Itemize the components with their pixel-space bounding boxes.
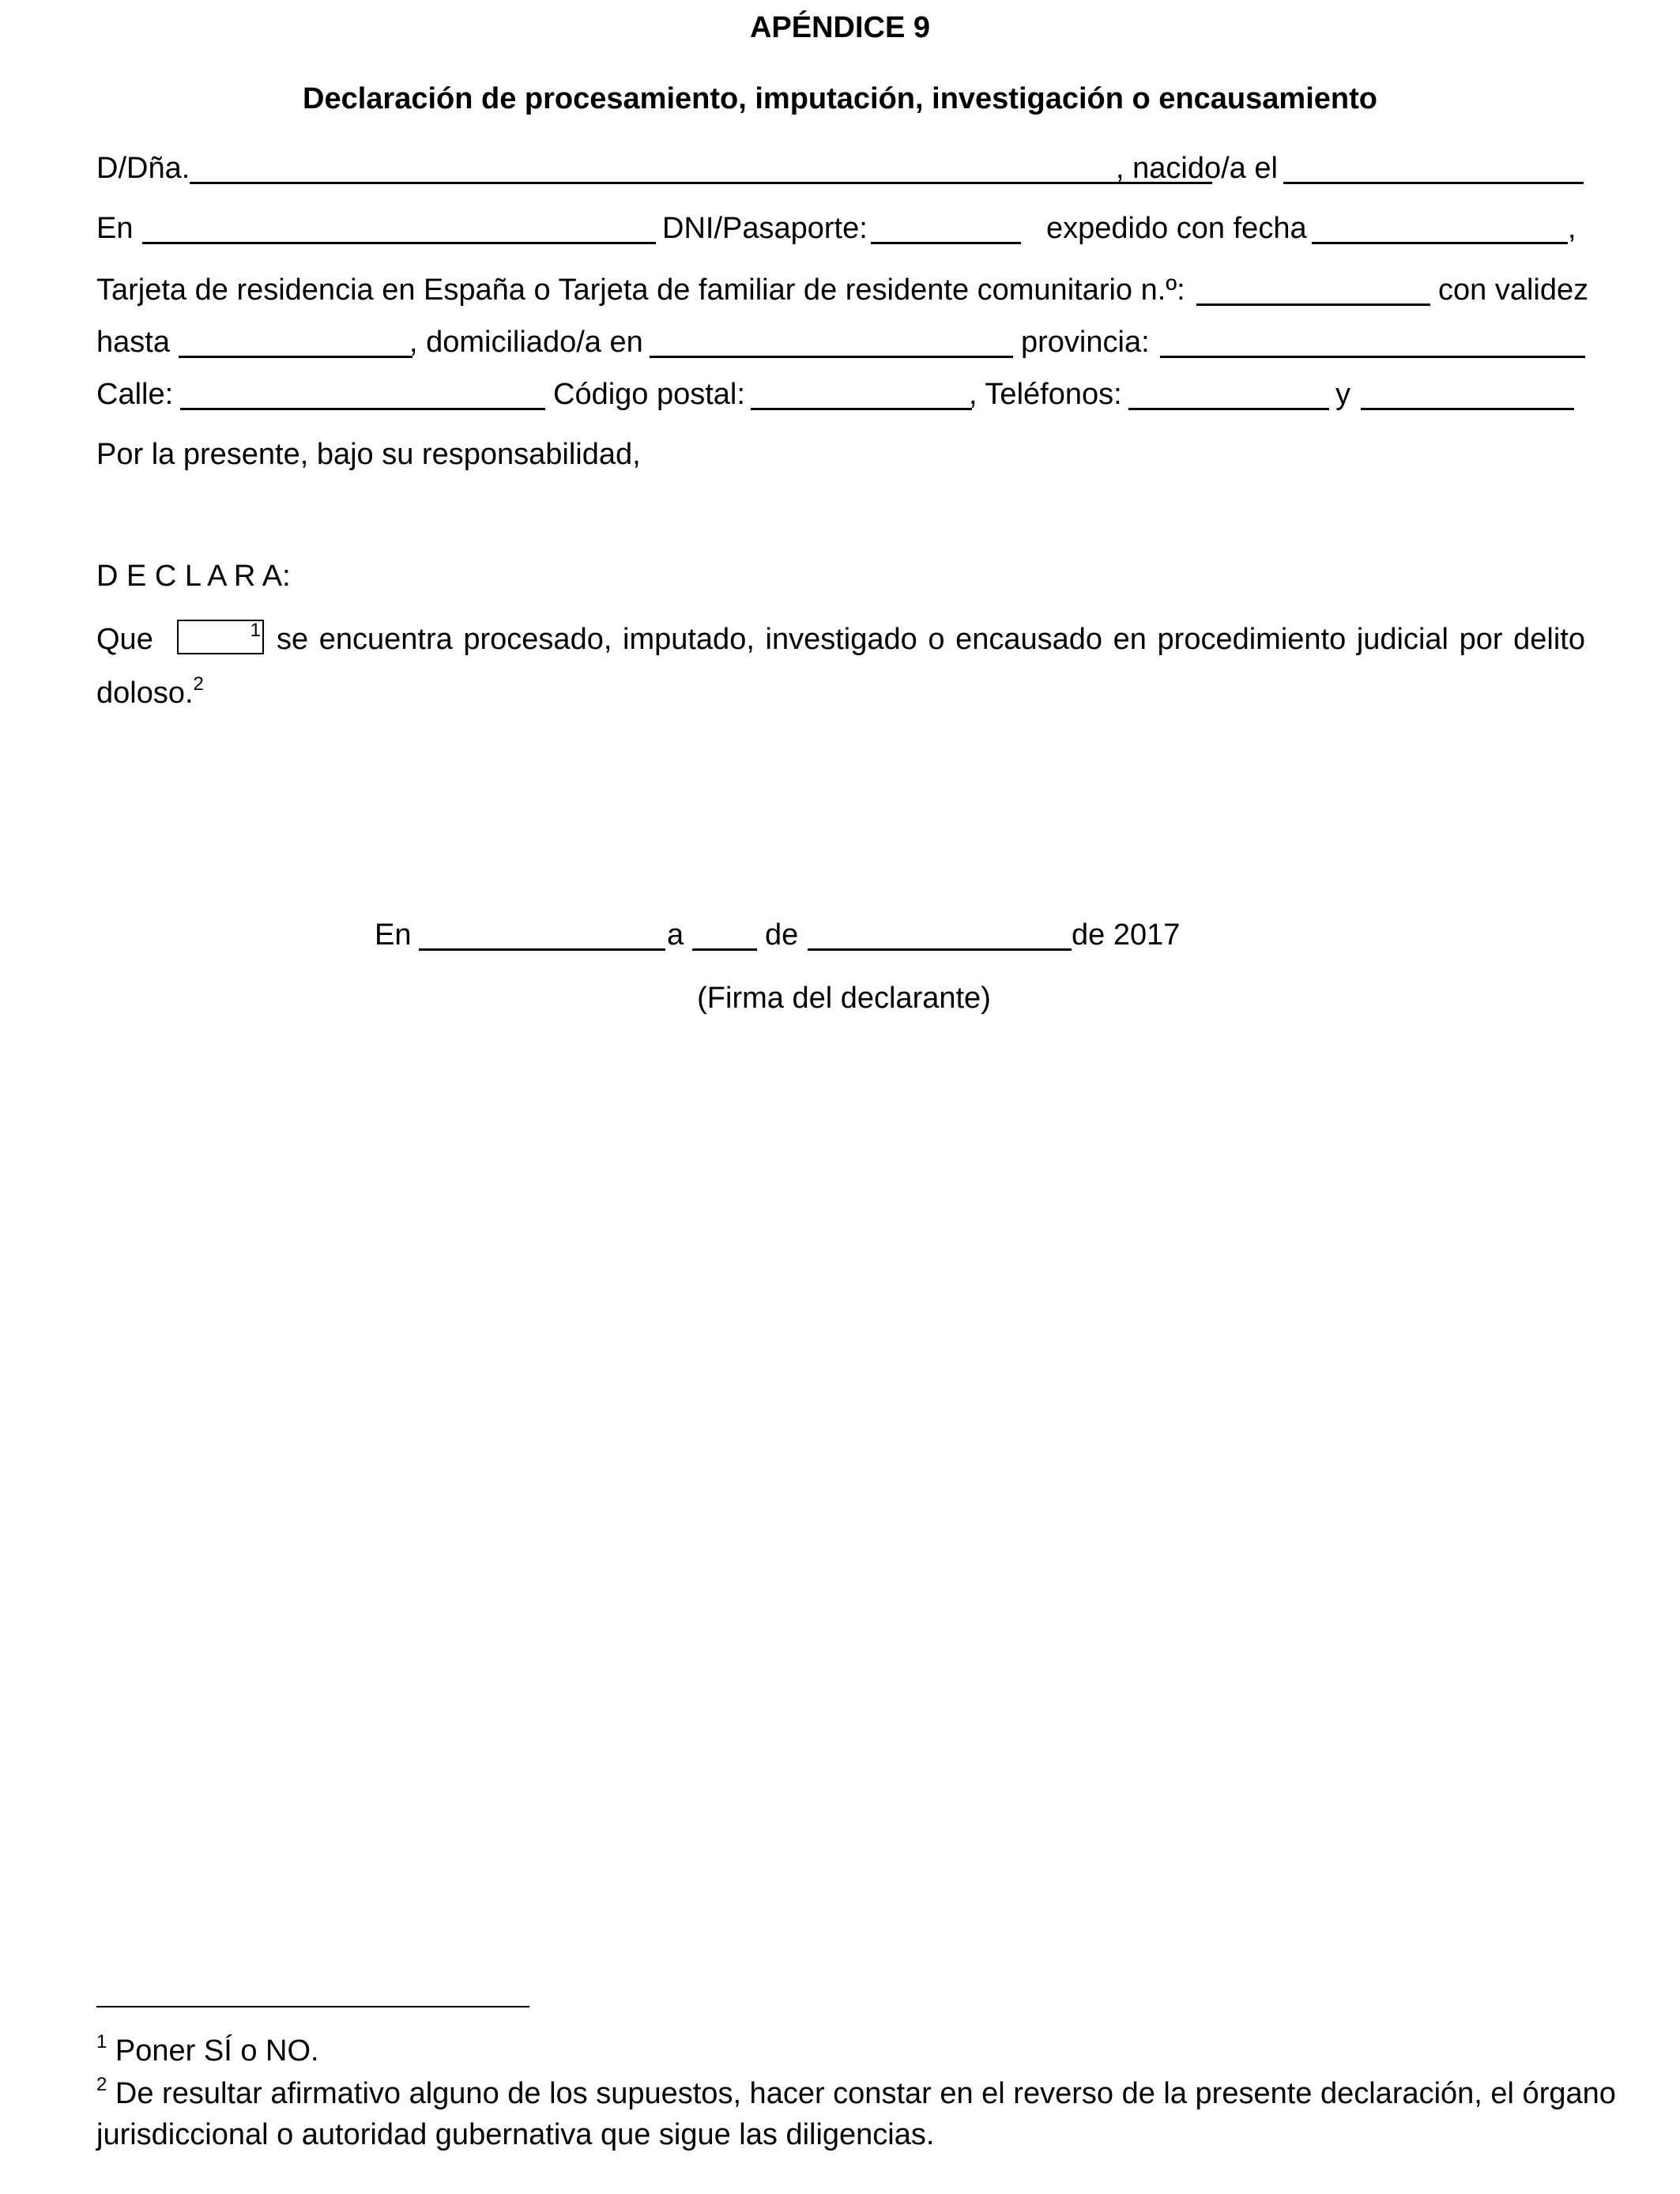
intro-text: Por la presente, bajo su responsabilidad, (96, 438, 641, 471)
label-dni: DNI/Pasaporte: (662, 212, 868, 245)
footnote-1-text: Poner SÍ o NO. (115, 2034, 319, 2068)
blank-street[interactable] (180, 408, 545, 410)
blank-sign-place[interactable] (419, 948, 665, 951)
label-phones: , Teléfonos: (969, 378, 1122, 411)
yes-no-box[interactable] (177, 620, 264, 654)
label-sign-de: de (765, 918, 799, 952)
blank-valid-until[interactable] (179, 356, 412, 358)
blank-card-number[interactable] (1196, 303, 1430, 306)
label-name: D/Dña. (96, 152, 190, 185)
label-validity: con validez (1438, 273, 1589, 307)
declaration-text: se encuentra procesado, imputado, investigado o encausado en procedimiento judicial por delito (277, 623, 1585, 656)
blank-domicile[interactable] (650, 356, 1013, 358)
blank-sign-day[interactable] (692, 948, 757, 951)
blank-dni[interactable] (871, 242, 1021, 244)
declaration-text-end-word: doloso. (96, 677, 194, 710)
label-and: y (1335, 378, 1350, 411)
footnote-2-text-1: De resultar afirmativo alguno de los supuestos, hacer constar en el reverso de la presente declaración, el órgano (115, 2077, 1616, 2110)
footnote-2-line-1 (96, 2074, 1616, 2110)
footnote-ref-1: 1 (250, 620, 261, 641)
form-line-card (96, 273, 1589, 310)
label-born: , nacido/a el (1116, 152, 1278, 185)
declaration-heading: D E C L A R A: (96, 560, 291, 593)
label-sign-a: a (667, 918, 684, 952)
blank-issue-date[interactable] (1312, 242, 1568, 244)
date-line (0, 920, 1680, 959)
footnote-2-line-2: jurisdiccional o autoridad gubernativa que sigue las diligencias. (96, 2118, 935, 2151)
blank-phone-1[interactable] (1128, 408, 1329, 410)
declaration-text-end (96, 673, 204, 710)
label-sign-year: de 2017 (1072, 918, 1181, 952)
blank-name[interactable] (190, 182, 1212, 184)
label-comma: , (1568, 212, 1576, 245)
footnote-2-mark: 2 (96, 2074, 107, 2095)
form-line-address (96, 327, 1585, 362)
blank-province[interactable] (1160, 356, 1585, 358)
label-card: Tarjeta de residencia en España o Tarjeta de familiar de residente comunitario n.º: (96, 273, 1185, 307)
form-line-dni (96, 213, 1585, 248)
footnote-1 (96, 2031, 319, 2068)
blank-birthplace[interactable] (142, 242, 656, 244)
label-issued: expedido con fecha (1046, 212, 1307, 245)
label-en: En (96, 212, 134, 245)
blank-phone-2[interactable] (1361, 408, 1574, 410)
label-street: Calle: (96, 378, 174, 411)
form-line-name (96, 153, 1585, 188)
signature-caption: (Firma del declarante) (697, 982, 991, 1015)
blank-sign-month[interactable] (808, 948, 1072, 951)
label-que: Que (96, 623, 153, 656)
page-subtitle: Declaración de procesamiento, imputación, investigación o encausamiento (303, 82, 1377, 115)
blank-birth-date[interactable] (1283, 182, 1584, 184)
form-line-street (96, 379, 1585, 414)
page-title: APÉNDICE 9 (749, 11, 931, 44)
label-province: provincia: (1021, 326, 1150, 359)
label-postal-code: Código postal: (553, 378, 745, 411)
blank-postal-code[interactable] (751, 408, 972, 410)
label-sign-en: En (375, 918, 412, 952)
footnote-1-mark: 1 (96, 2031, 107, 2053)
label-until: hasta (96, 326, 170, 359)
footnote-ref-2: 2 (193, 673, 204, 695)
footnote-separator (96, 2006, 529, 2007)
label-domicile: , domiciliado/a en (409, 326, 643, 359)
